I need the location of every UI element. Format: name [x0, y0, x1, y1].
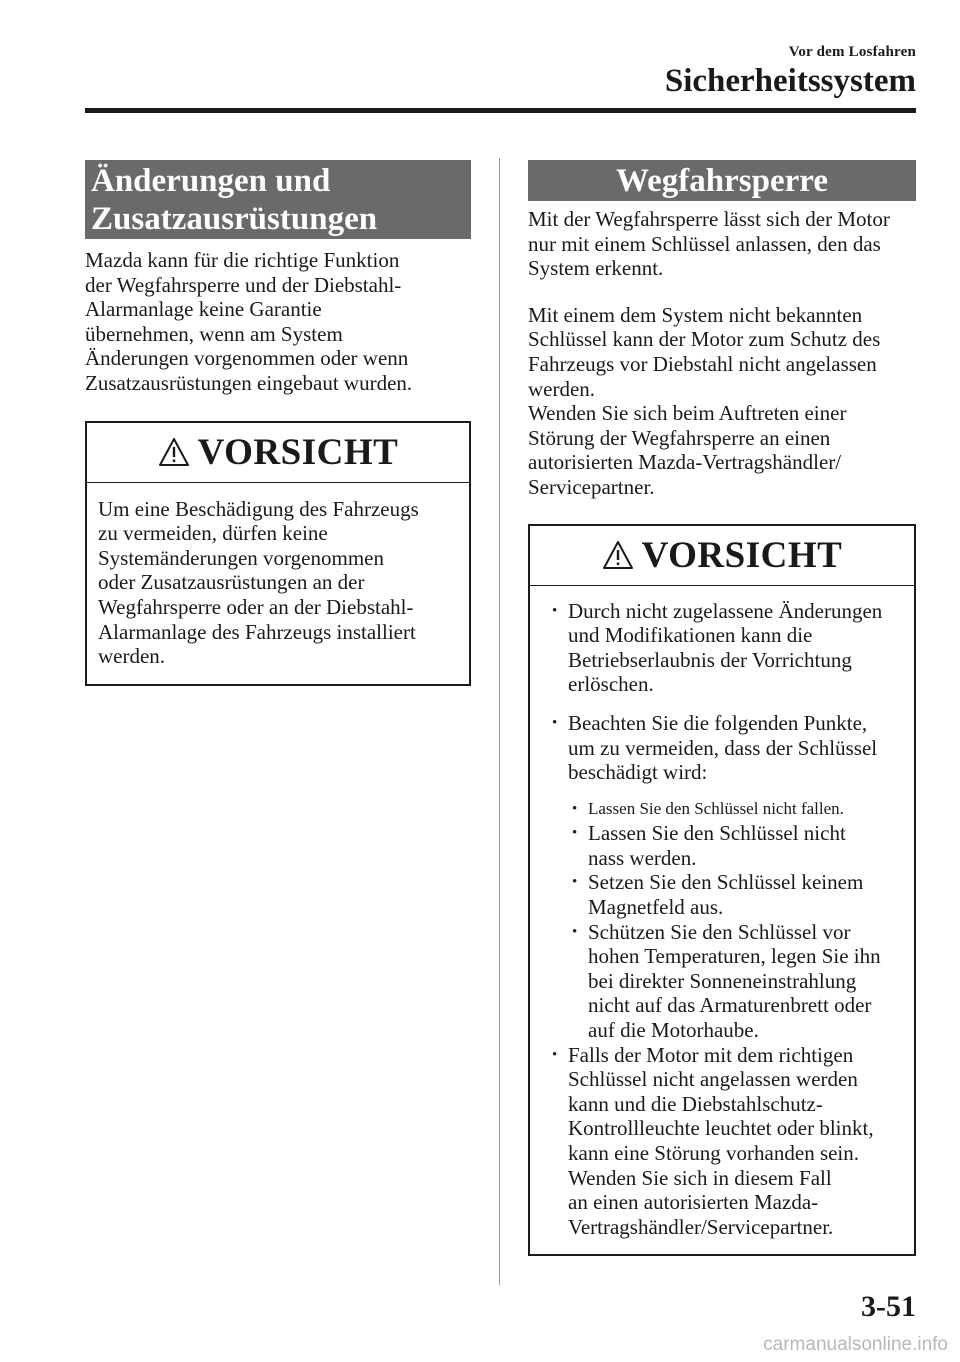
section-title: Sicherheitssystem [664, 63, 916, 99]
text-line: • Durch nicht zugelassene Änderungen [568, 598, 883, 623]
caution-text [87, 483, 469, 684]
text-line: Zusatzausrüstungen eingebaut wurden. [85, 370, 413, 395]
caution-header [530, 526, 914, 586]
text-line: Mit der Wegfahrsperre lässt sich der Motor [528, 207, 890, 231]
text-line: Um eine Beschädigung des Fahrzeugs [98, 496, 419, 521]
text-line: auf die Motorhaube. [588, 1018, 759, 1043]
text-line: beschädigt wird: [568, 760, 708, 785]
watermark: carmanualsonline.info [763, 1334, 948, 1355]
text-line: Schlüssel nicht angelassen werden [568, 1067, 858, 1092]
text-line: nur mit einem Schlüssel anlassen, den das [528, 231, 881, 256]
caution-sub-bullet [541, 821, 903, 870]
text-line: Mit einem dem System nicht bekannten [528, 302, 863, 327]
caution-title: VORSICHT [641, 534, 843, 576]
heading-immobilizer: Wegfahrsperre [528, 160, 916, 201]
text-line: • Lassen Sie den Schlüssel nicht fallen. [588, 798, 844, 818]
column-divider [499, 158, 500, 1285]
text-line: • Lassen Sie den Schlüssel nicht [588, 821, 846, 846]
text-line: und Modifikationen kann die [568, 623, 813, 648]
immobilizer-para-1 [528, 207, 916, 281]
text-line: Wenden Sie sich in diesem Fall [568, 1165, 832, 1190]
warning-triangle-icon [158, 437, 190, 467]
text-line: Wegfahrsperre oder an der Diebstahl- [98, 594, 414, 619]
modifications-intro [85, 248, 471, 396]
text-line: Störung der Wegfahrsperre an einen [528, 425, 831, 450]
text-line: autorisierten Mazda-Vertragshändler/ [528, 450, 842, 475]
text-line: Fahrzeugs vor Diebstahl nicht angelassen [528, 351, 877, 376]
text-line: Kontrollleuchte leuchtet oder blinkt, [568, 1116, 874, 1141]
text-line: kann und die Diebstahlschutz- [568, 1091, 823, 1116]
text-line: • Beachten Sie die folgenden Punkte, [568, 710, 868, 735]
text-line: Magnetfeld aus. [588, 895, 724, 920]
text-line: System erkennt. [528, 256, 664, 281]
caution-bullet [541, 1043, 903, 1240]
caution-header [87, 423, 469, 483]
caution-text [530, 586, 914, 1255]
text-line: Änderungen vorgenommen oder wenn [85, 346, 409, 371]
text-line: erlöschen. [568, 672, 654, 697]
text-line: Schlüssel kann der Motor zum Schutz des [528, 327, 881, 352]
page-number: 3-51 [861, 1290, 916, 1323]
caution-title: VORSICHT [197, 431, 399, 473]
text-line: Mazda kann für die richtige Funktion [85, 248, 400, 272]
text-line: • Schützen Sie den Schlüssel vor [588, 919, 851, 944]
caution-sub-bullet [541, 870, 903, 919]
caution-sub-bullet [541, 797, 903, 822]
text-line: Vertragshändler/Servicepartner. [568, 1214, 834, 1239]
text-line: zu vermeiden, dürfen keine [98, 521, 328, 546]
caution-bullet [541, 599, 903, 697]
text-line: • Falls der Motor mit dem richtigen [568, 1042, 854, 1067]
text-line: Servicepartner. [528, 474, 655, 499]
text-line: werden. [528, 376, 596, 401]
text-line: der Wegfahrsperre und der Diebstahl- [85, 272, 402, 297]
text-line: nass werden. [588, 845, 697, 870]
left-column [85, 160, 471, 686]
text-line: Alarmanlage keine Garantie [85, 297, 322, 322]
warning-triangle-icon [602, 540, 634, 570]
right-column [528, 160, 916, 1256]
text-line: Systemänderungen vorgenommen [98, 545, 384, 570]
text-line: kann eine Störung vorhanden sein. [568, 1141, 860, 1165]
text-line: oder Zusatzausrüstungen an der [98, 570, 365, 595]
text-line: Betriebserlaubnis der Vorrichtung [568, 647, 852, 672]
text-line: • Setzen Sie den Schlüssel keinem [588, 870, 864, 895]
header-rule [85, 108, 916, 113]
text-line: bei direkter Sonneneinstrahlung [588, 968, 857, 993]
text-line: an einen autorisierten Mazda- [568, 1190, 819, 1215]
text-line: um zu vermeiden, dass der Schlüssel [568, 735, 878, 760]
caution-bullet [541, 711, 903, 785]
heading-modifications [85, 160, 471, 239]
caution-sub-bullet [541, 920, 903, 1043]
heading-line: Zusatzausrüstungen [91, 201, 378, 237]
caution-box [528, 524, 916, 1257]
text-line: hohen Temperaturen, legen Sie ihn [588, 944, 881, 969]
heading-line: Änderungen und [91, 163, 331, 199]
text-line: Wenden Sie sich beim Auftreten einer [528, 401, 847, 426]
text-line: nicht auf das Armaturenbrett oder [588, 993, 872, 1018]
text-line: werden. [98, 644, 166, 669]
caution-box [85, 421, 471, 686]
text-line: Alarmanlage des Fahrzeugs installiert [98, 619, 416, 644]
text-line: übernehmen, wenn am System [85, 321, 343, 346]
chapter-label: Vor dem Losfahren [788, 44, 916, 60]
immobilizer-para-2 [528, 303, 916, 500]
